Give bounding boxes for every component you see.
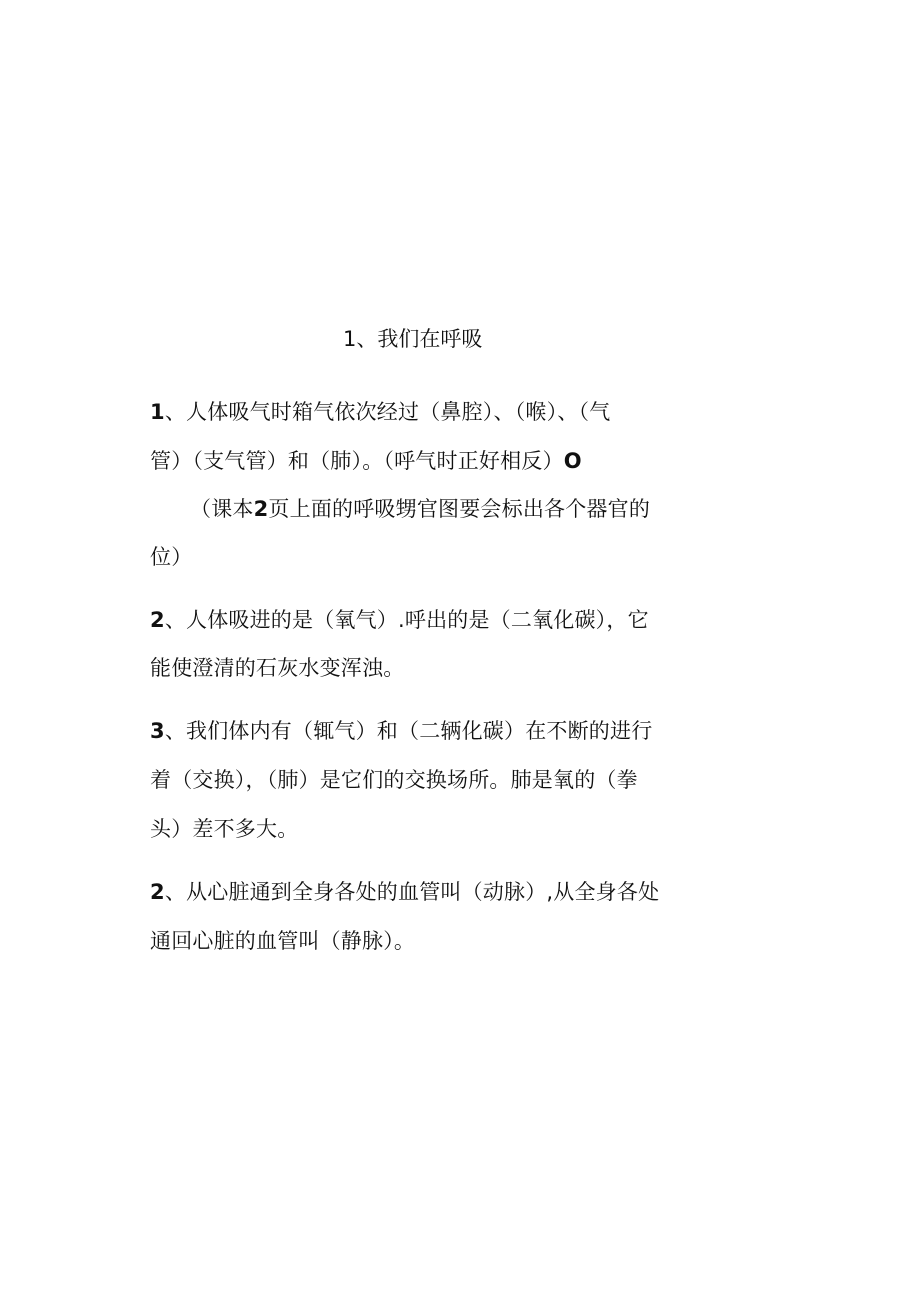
page-title: 1、我们在呼吸 xyxy=(343,327,483,351)
item-1-page-number: 2 xyxy=(253,497,269,521)
item-3-line-2: 着（交换），（肺）是它们的交换场所。肺是氧的（拳 xyxy=(150,768,638,792)
item-2-line-2: 能使澄清的石灰水变浑浊。 xyxy=(150,656,405,680)
item-4-line-2: 通回心脏的血管叫（静脉）。 xyxy=(150,929,416,953)
item-1-line-3: （课本2页上面的呼吸甥官图要会标出各个器官的 xyxy=(190,497,651,521)
item-number: 1 xyxy=(150,400,165,424)
item-3-line-1: 3、我们体内有（辄气）和（二辆化碳）在不断的进行 xyxy=(150,719,653,743)
item-1-line-2: 管）（支气管）和（肺）。（呼气时正好相反）O xyxy=(150,449,582,473)
item-1-line-1: 1、人体吸气时箱气依次经过（鼻腔）、（喉）、（气 xyxy=(150,400,611,424)
item-2-line-1: 2、人体吸进的是（氧气）.呼出的是（二氧化碳），它 xyxy=(150,608,649,632)
item-number: 2 xyxy=(150,608,165,632)
item-1-suffix: O xyxy=(563,449,582,473)
item-3-line-3: 头）差不多大。 xyxy=(150,817,299,841)
item-1-line-4: 位） xyxy=(150,545,193,569)
item-4-line-1: 2、从心脏通到全身各处的血管叫（动脉）,从全身各处 xyxy=(150,880,660,904)
item-number: 2 xyxy=(150,880,165,904)
item-number: 3 xyxy=(150,719,165,743)
